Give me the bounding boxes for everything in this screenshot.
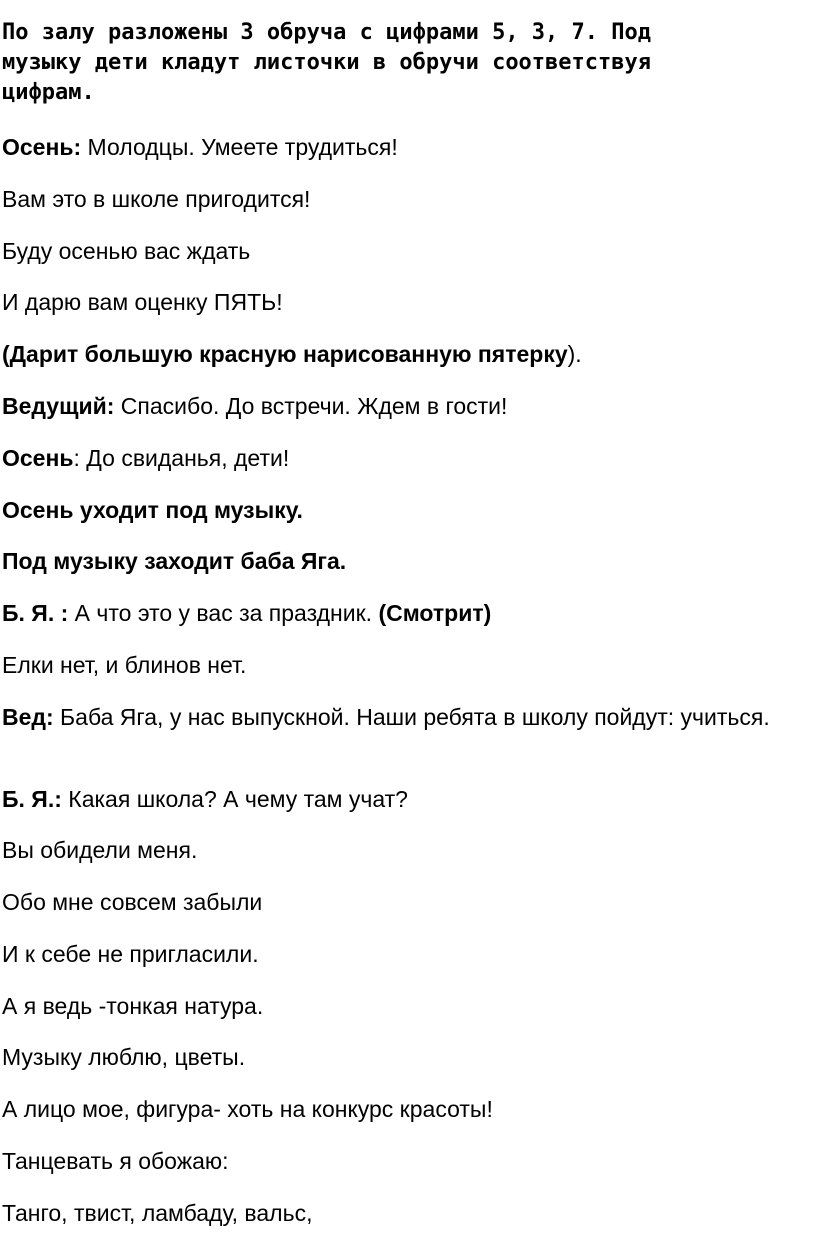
script-line: И дарю вам оценку ПЯТЬ! xyxy=(2,289,283,315)
intro-line: По залу разложены 3 обруча с цифрами 5, 3, 7. Под xyxy=(2,20,652,45)
script-line: Буду осенью вас ждать xyxy=(2,238,251,264)
script-line: Музыку люблю, цветы. xyxy=(2,1044,246,1070)
speaker-label: Вед: xyxy=(2,704,54,730)
script-line-host xyxy=(2,702,814,732)
line-text: ). xyxy=(567,341,582,367)
line-text: Баба Яга, у нас выпускной. Наши ребята в школу пойдут: учиться. xyxy=(53,704,770,730)
stage-direction xyxy=(2,546,346,576)
line-text: : До свиданья, дети! xyxy=(73,445,290,471)
script-line: Танго, твист, ламбаду, вальс, xyxy=(2,1200,313,1226)
intro-paragraph xyxy=(2,18,812,108)
speaker-label: Ведущий: xyxy=(2,393,115,419)
stage-direction-text: Под музыку заходит баба Яга. xyxy=(2,548,347,574)
stage-direction-text: (Дарит большую красную нарисованную пятерку xyxy=(2,341,568,367)
script-line: Вам это в школе пригодится! xyxy=(2,186,311,212)
script-line: Вы обидели меня. xyxy=(2,837,198,863)
script-line-baba-yaga xyxy=(2,784,408,814)
speaker-label: Б. Я. : xyxy=(2,600,69,626)
speaker-label: Осень xyxy=(2,445,74,471)
line-text: Спасибо. До встречи. Ждем в гости! xyxy=(114,393,508,419)
speaker-label: Осень: xyxy=(2,134,82,160)
script-line: А я ведь -тонкая натура. xyxy=(2,993,264,1019)
script-line: Танцевать я обожаю: xyxy=(2,1148,229,1174)
script-line-baba-yaga xyxy=(2,598,491,628)
line-text: Какая школа? А чему там учат? xyxy=(61,786,408,812)
script-line: А лицо мое, фигура- хоть на конкурс красоты! xyxy=(2,1096,493,1122)
stage-direction-text: (Смотрит) xyxy=(378,600,492,626)
intro-line: музыку дети кладут листочки в обручи соответствуя xyxy=(2,50,652,75)
script-line: Елки нет, и блинов нет. xyxy=(2,652,247,678)
intro-line: цифрам. xyxy=(2,80,95,105)
speaker-label: Б. Я.: xyxy=(2,786,62,812)
stage-direction xyxy=(2,495,303,525)
script-line-autumn xyxy=(2,443,289,473)
stage-direction xyxy=(2,339,582,369)
script-line: И к себе не пригласили. xyxy=(2,941,259,967)
script-line: Обо мне совсем забыли xyxy=(2,889,263,915)
script-line-host xyxy=(2,391,507,421)
stage-direction-text: Осень уходит под музыку. xyxy=(2,497,303,523)
line-text: А что это у вас за праздник. xyxy=(68,600,379,626)
line-text: Молодцы. Умеете трудиться! xyxy=(81,134,398,160)
script-line-autumn xyxy=(2,132,398,162)
